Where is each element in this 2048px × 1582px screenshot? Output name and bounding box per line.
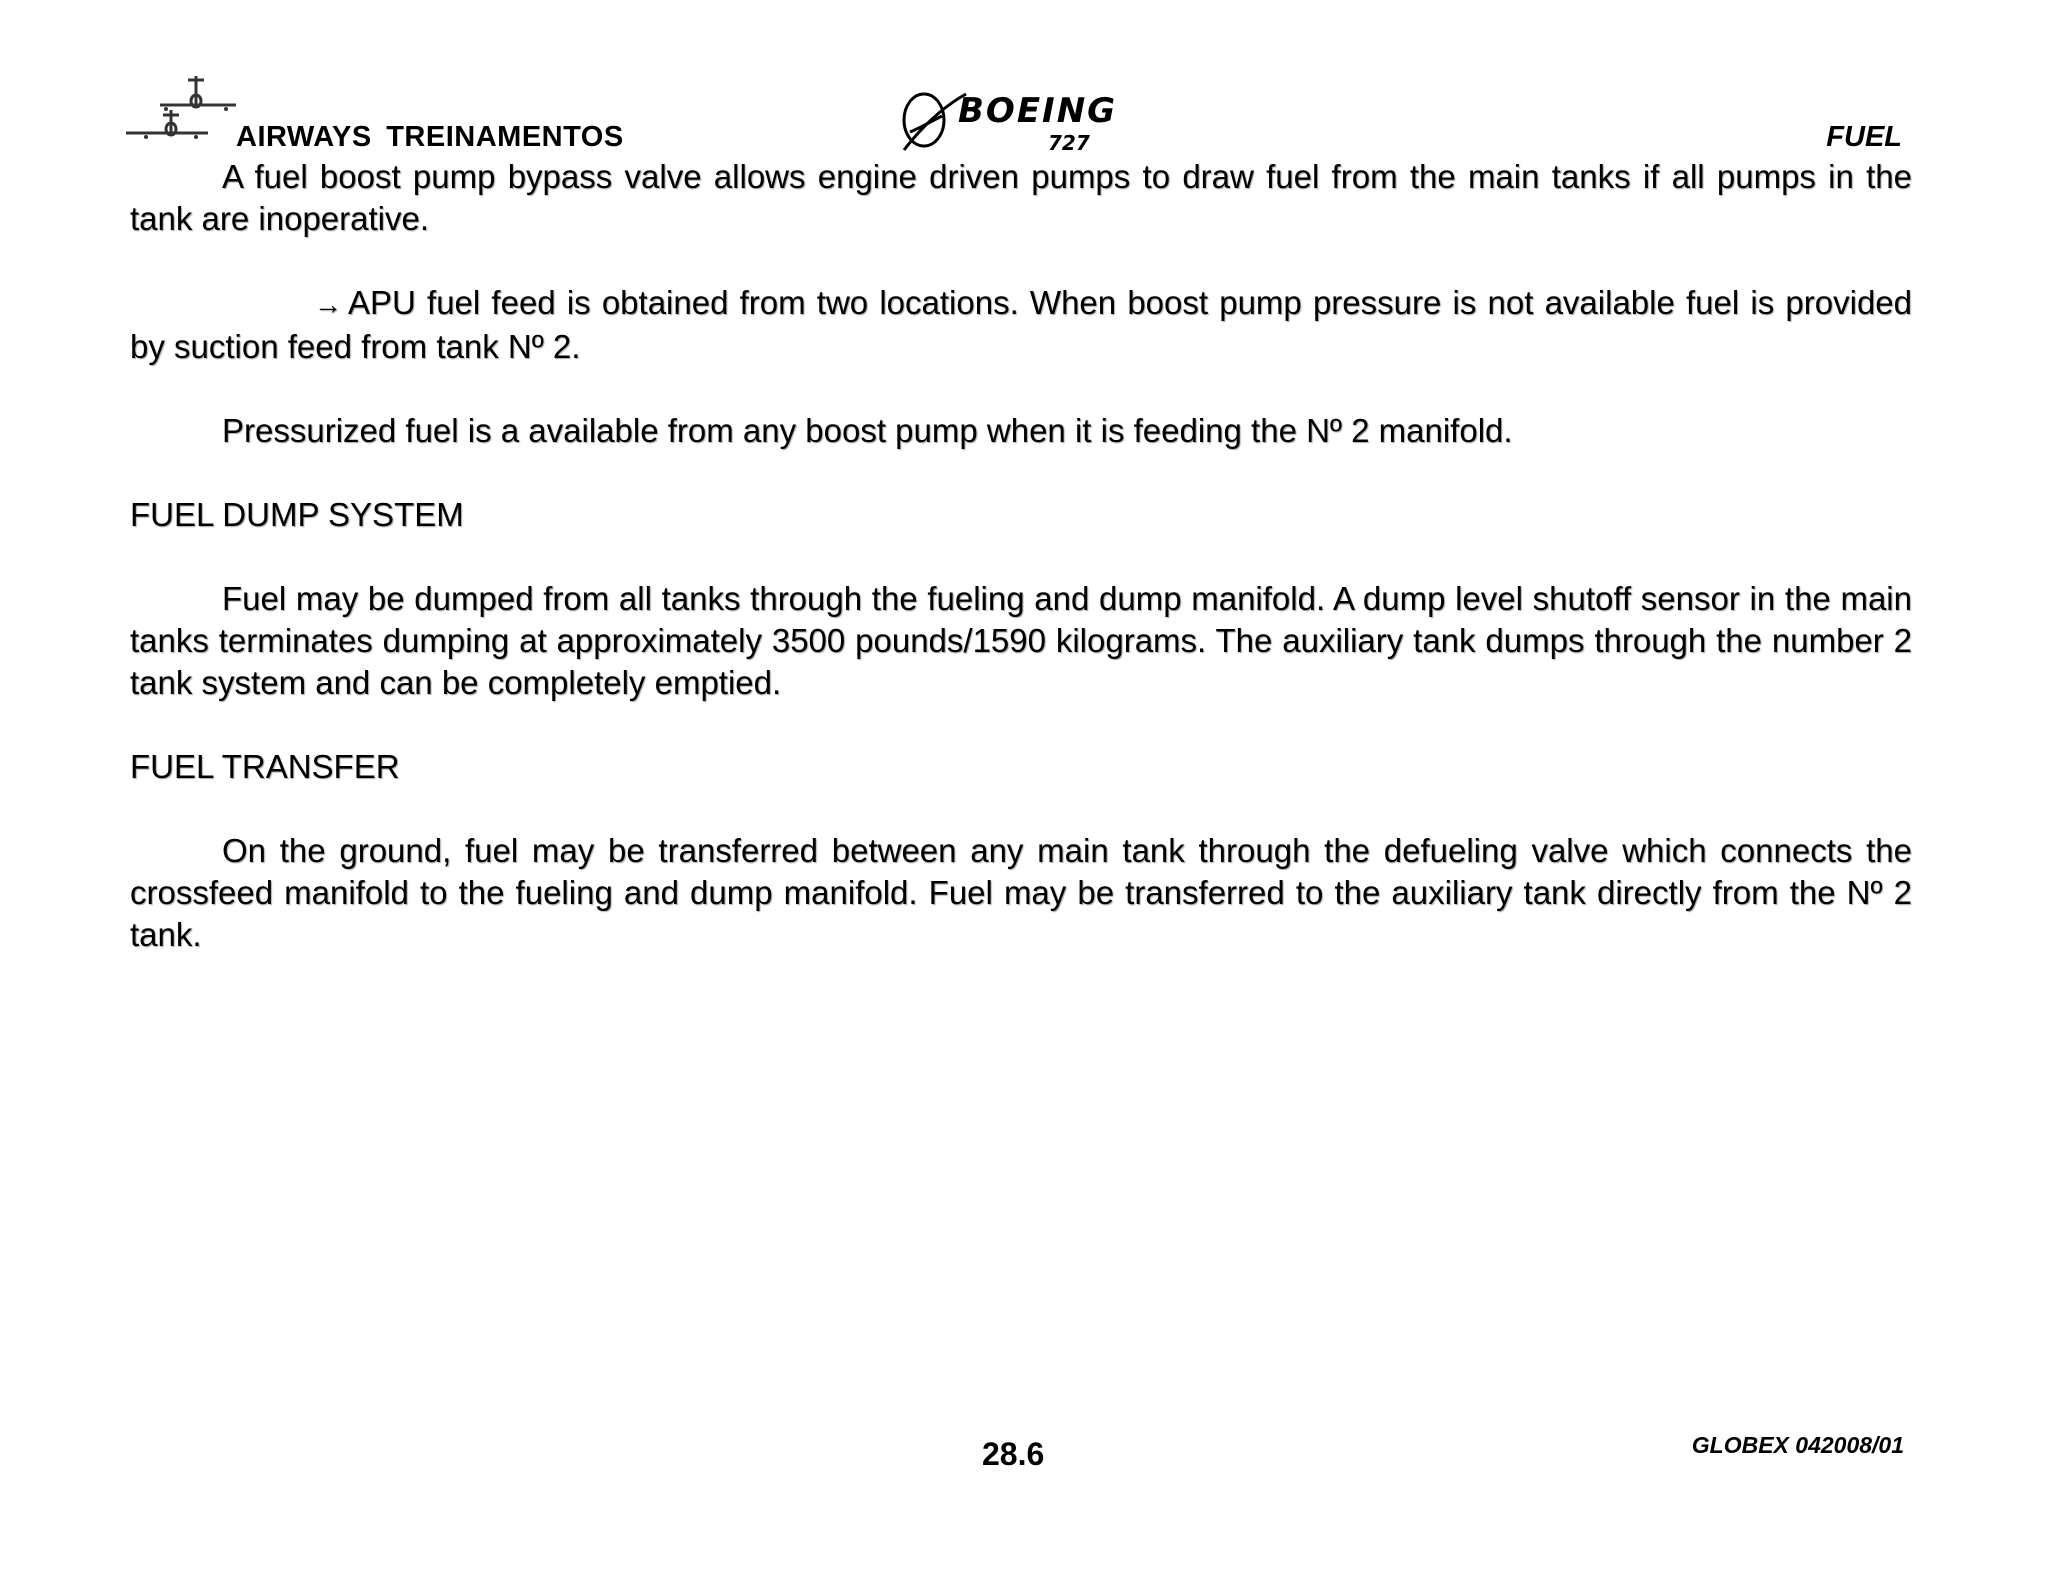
paragraph-fuel-dump: Fuel may be dumped from all tanks through the fueling and dump manifold. A dump level shutoff sensor in the main tanks terminates dumping at approximately 3500 pounds/1590 kilograms. The auxiliary tank dumps through the number 2 tank system and can be completely emptied. xyxy=(130,580,1912,701)
model-text: 727 xyxy=(1048,131,1090,155)
company-name: AIRWAYS TREINAMENTOS xyxy=(236,121,624,153)
brand-text: BOEING xyxy=(958,91,1118,131)
heading-fuel-transfer: FUEL TRANSFER xyxy=(130,748,400,785)
paragraph-pressurized-fuel: Pressurized fuel is a available from any boost pump when it is feeding the Nº 2 manifold. xyxy=(222,412,1513,449)
paragraph-apu-feed-text: APU fuel feed is obtained from two locations. When boost pump pressure is not available fuel is provided by suction feed from tank Nº 2. xyxy=(130,284,1912,365)
airplanes-logo-icon xyxy=(126,72,236,148)
arrow-right-icon: → xyxy=(314,289,342,320)
page-header xyxy=(0,0,2048,170)
section-name: FUEL xyxy=(1826,121,1902,153)
heading-fuel-dump-system: FUEL DUMP SYSTEM xyxy=(130,496,464,533)
document-code: GLOBEX 042008/01 xyxy=(1691,1432,1904,1458)
page-number: 28.6 xyxy=(982,1436,1045,1472)
paragraph-fuel-transfer: On the ground, fuel may be transferred between any main tank through the defueling valve which connects the crossfeed manifold to the fueling and dump manifold. Fuel may be transferred to the auxiliary tank directly from the Nº 2 tank. xyxy=(130,832,1912,953)
boeing-727-logo xyxy=(896,88,1181,158)
document-body xyxy=(130,156,1912,956)
paragraph-apu-feed xyxy=(130,282,1912,368)
paragraph-bypass-valve: A fuel boost pump bypass valve allows engine driven pumps to draw fuel from the main tanks if all pumps in the tank are inoperative. xyxy=(130,158,1912,237)
